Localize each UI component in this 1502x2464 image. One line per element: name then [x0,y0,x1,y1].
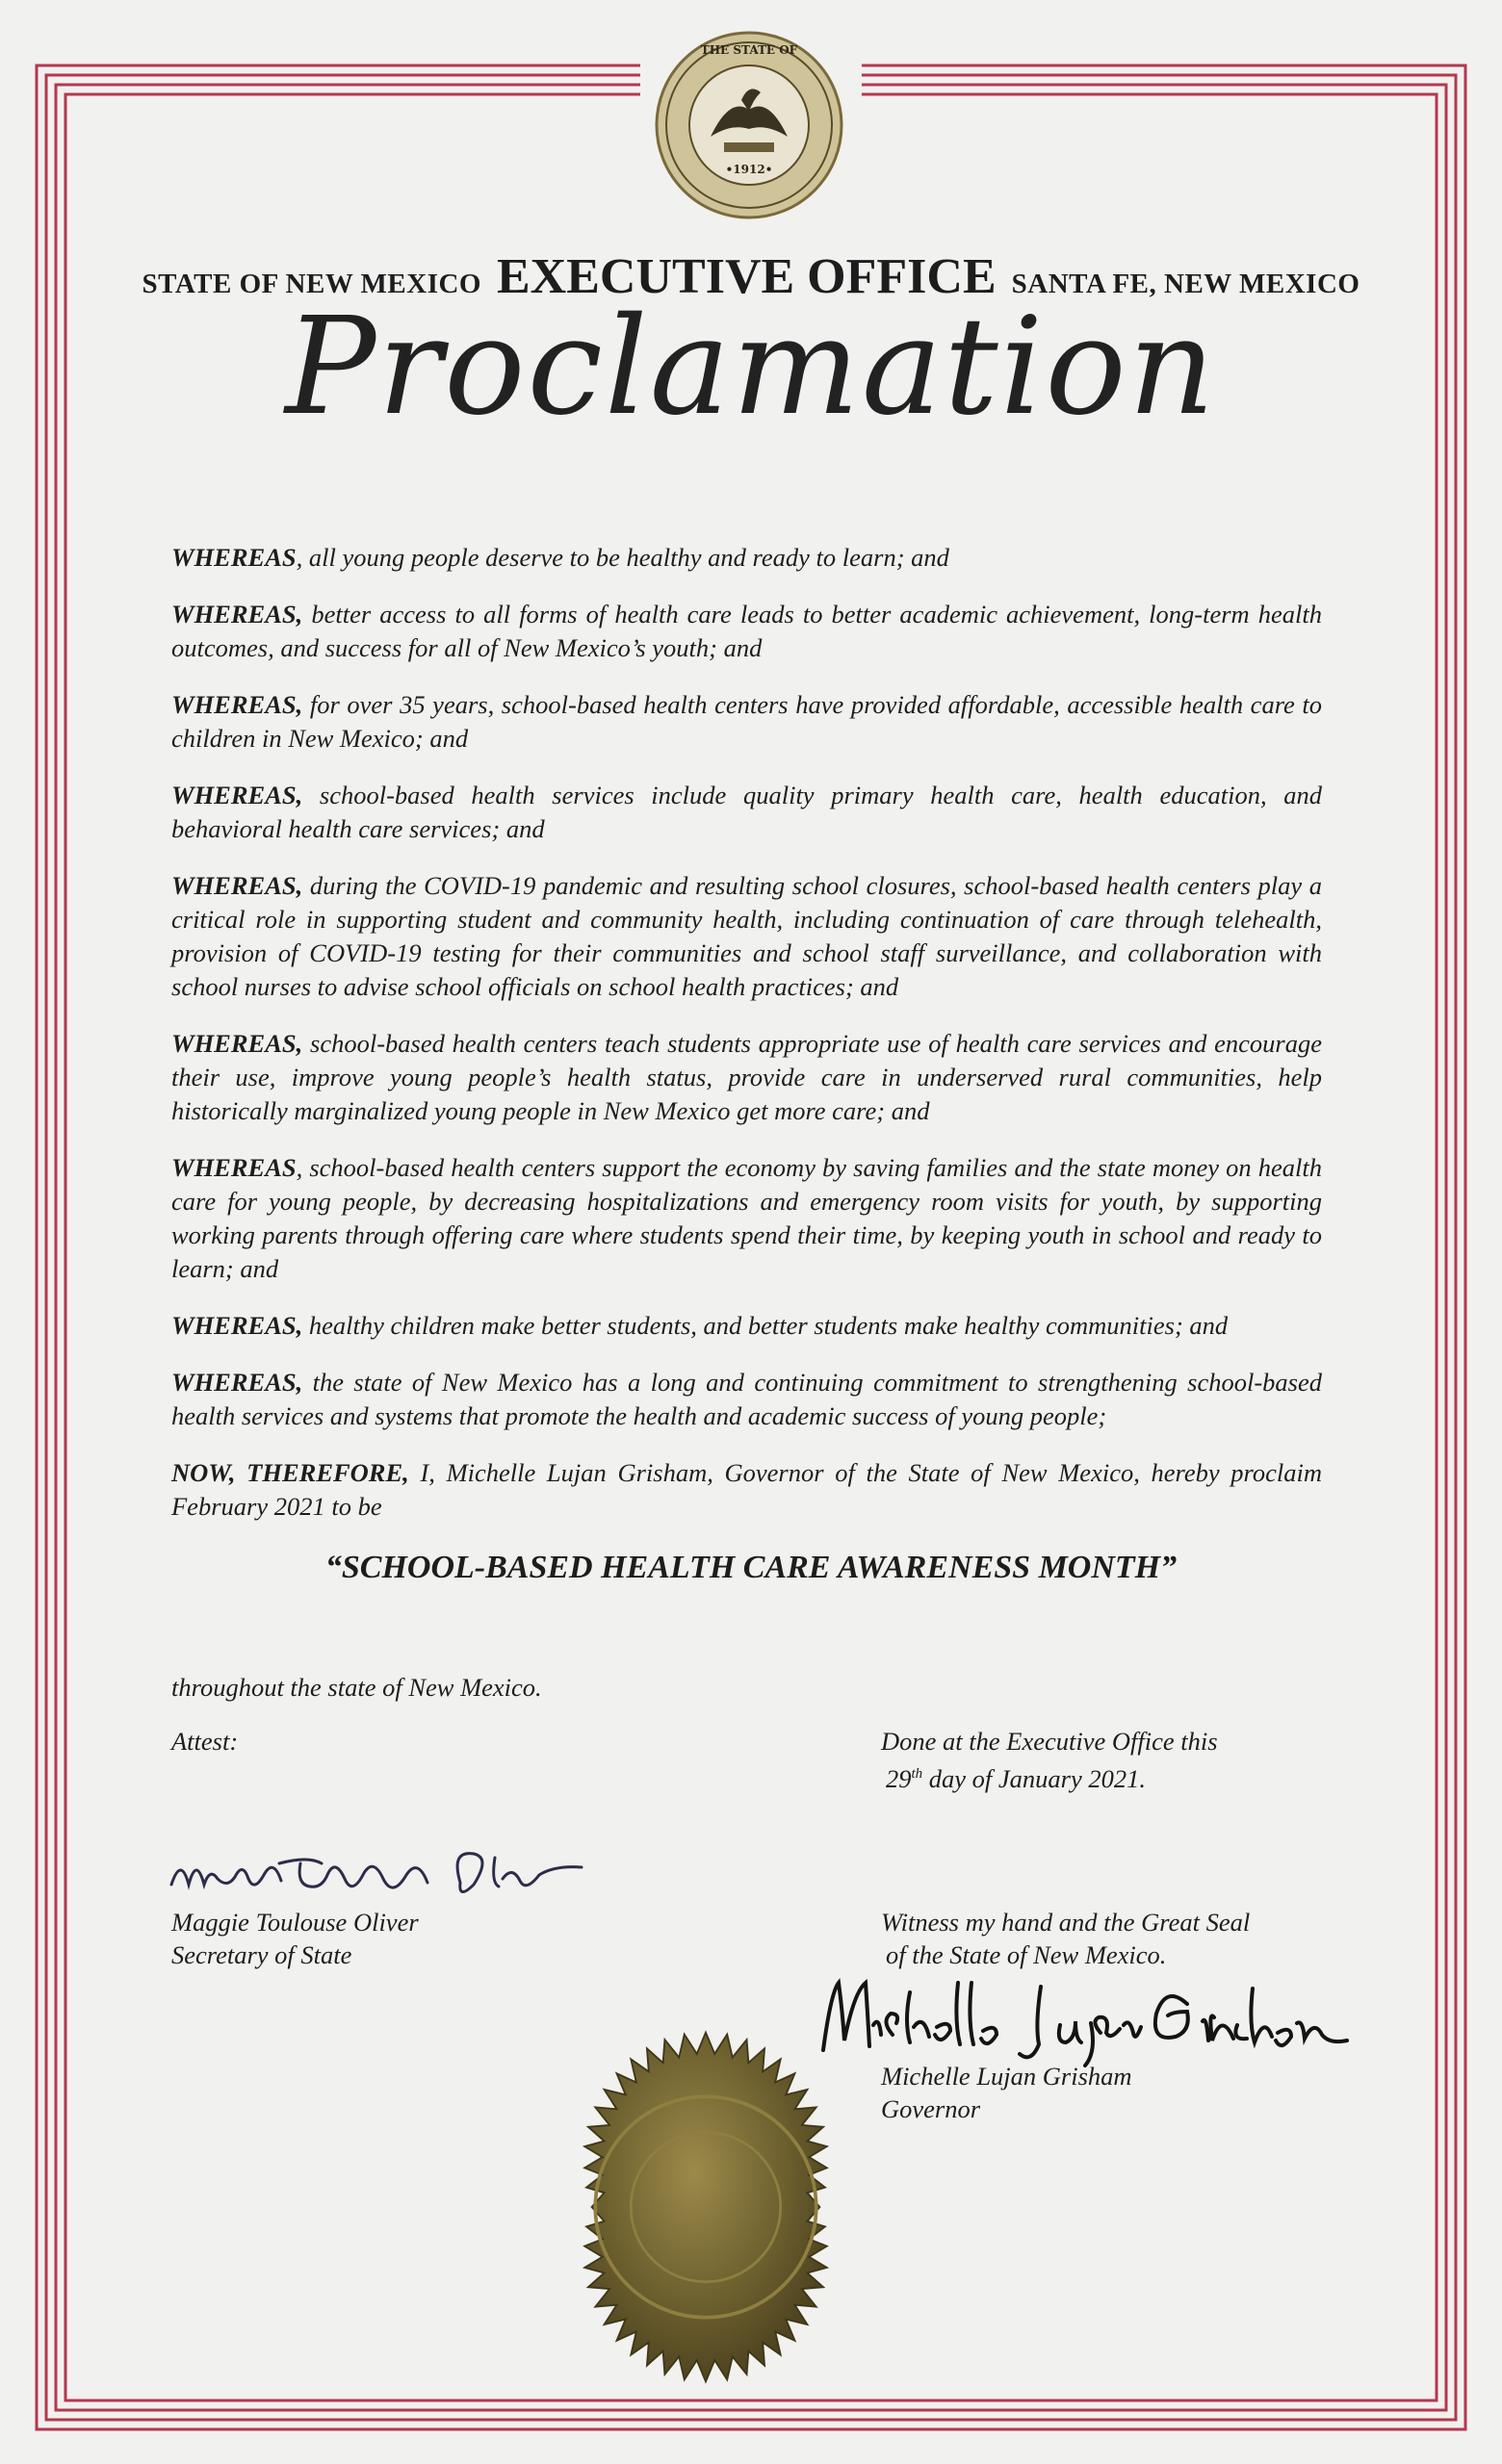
city-label: SANTA FE, NEW MEXICO [1011,269,1360,299]
whereas-paragraph: WHEREAS, the state of New Mexico has a long and continuing commitment to strengthening school-based health services and systems that promote the health and academic success of young people; [171,1368,1322,1430]
governor-title: Governor [881,2094,981,2123]
whereas-paragraph: WHEREAS, school-based health centers support the economy by saving families and the state money on health care for young people, by decreasing hospitalizations and emergency room visits for youth, by supporting working parents through offering care where students spend their time, by keeping youth in school and ready to learn; and [171,1153,1322,1283]
proclamation-body [171,541,1322,1547]
secretary-title: Secretary of State [171,1940,352,1969]
state-label: STATE OF NEW MEXICO [142,269,481,299]
whereas-paragraph: WHEREAS, better access to all forms of health care leads to better academic achievement, long-term health outcomes, and success for all of New Mexico’s youth; and [171,600,1322,662]
governor-name: Michelle Lujan Grisham [881,2062,1132,2091]
whereas-paragraph: WHEREAS, during the COVID-19 pandemic and resulting school closures, school-based health centers play a critical role in supporting student and community health, including continuation of care through telehealth, provision of COVID-19 testing for their communities and school staff surveillance, and collaboration with school nurses to advise school officials on school health practices; and [171,871,1322,1001]
therefore-paragraph: NOW, THEREFORE, I, Michelle Lujan Grisham, Governor of the State of New Mexico, hereby proclaim February 2021 to be [171,1458,1322,1521]
office-title: EXECUTIVE OFFICE [497,249,997,304]
state-seal-emblem [653,29,845,221]
whereas-paragraph: WHEREAS, all young people deserve to be healthy and ready to learn; and [171,543,949,572]
whereas-paragraph: WHEREAS, school-based health services include quality primary health care, health education, and behavioral health care services; and [171,781,1322,843]
svg-text:THE STATE OF: THE STATE OF [700,43,798,57]
witness-line-1: Witness my hand and the Great Seal [881,1908,1251,1937]
done-line-2: 29th day of January 2021. [886,1763,1147,1793]
whereas-paragraph: WHEREAS, for over 35 years, school-based health centers have provided affordable, accessible health care to children in New Mexico; and [171,690,1322,753]
secretary-name: Maggie Toulouse Oliver [171,1908,419,1937]
secretary-signature [164,1829,587,1915]
attest-label: Attest: [171,1727,239,1756]
whereas-paragraph: WHEREAS, school-based health centers teach students appropriate use of health care services and encourage their use, improve young people’s health status, provide care in underserved rural communities, help historically marginalized young people in New Mexico get more care; and [171,1029,1322,1125]
whereas-paragraph: WHEREAS, healthy children make better students, and better students make healthy communities; and [171,1311,1229,1340]
witness-line-2: of the State of New Mexico. [886,1940,1167,1969]
awareness-month-title: “SCHOOL-BASED HEALTH CARE AWARENESS MONTH” [324,1550,1178,1585]
gold-foil-seal [528,2029,884,2385]
document-title: Proclamation [285,289,1217,446]
throughout-line: throughout the state of New Mexico. [171,1673,542,1702]
done-line-1: Done at the Executive Office this [881,1727,1218,1756]
svg-text:•1912•: •1912• [725,163,773,176]
